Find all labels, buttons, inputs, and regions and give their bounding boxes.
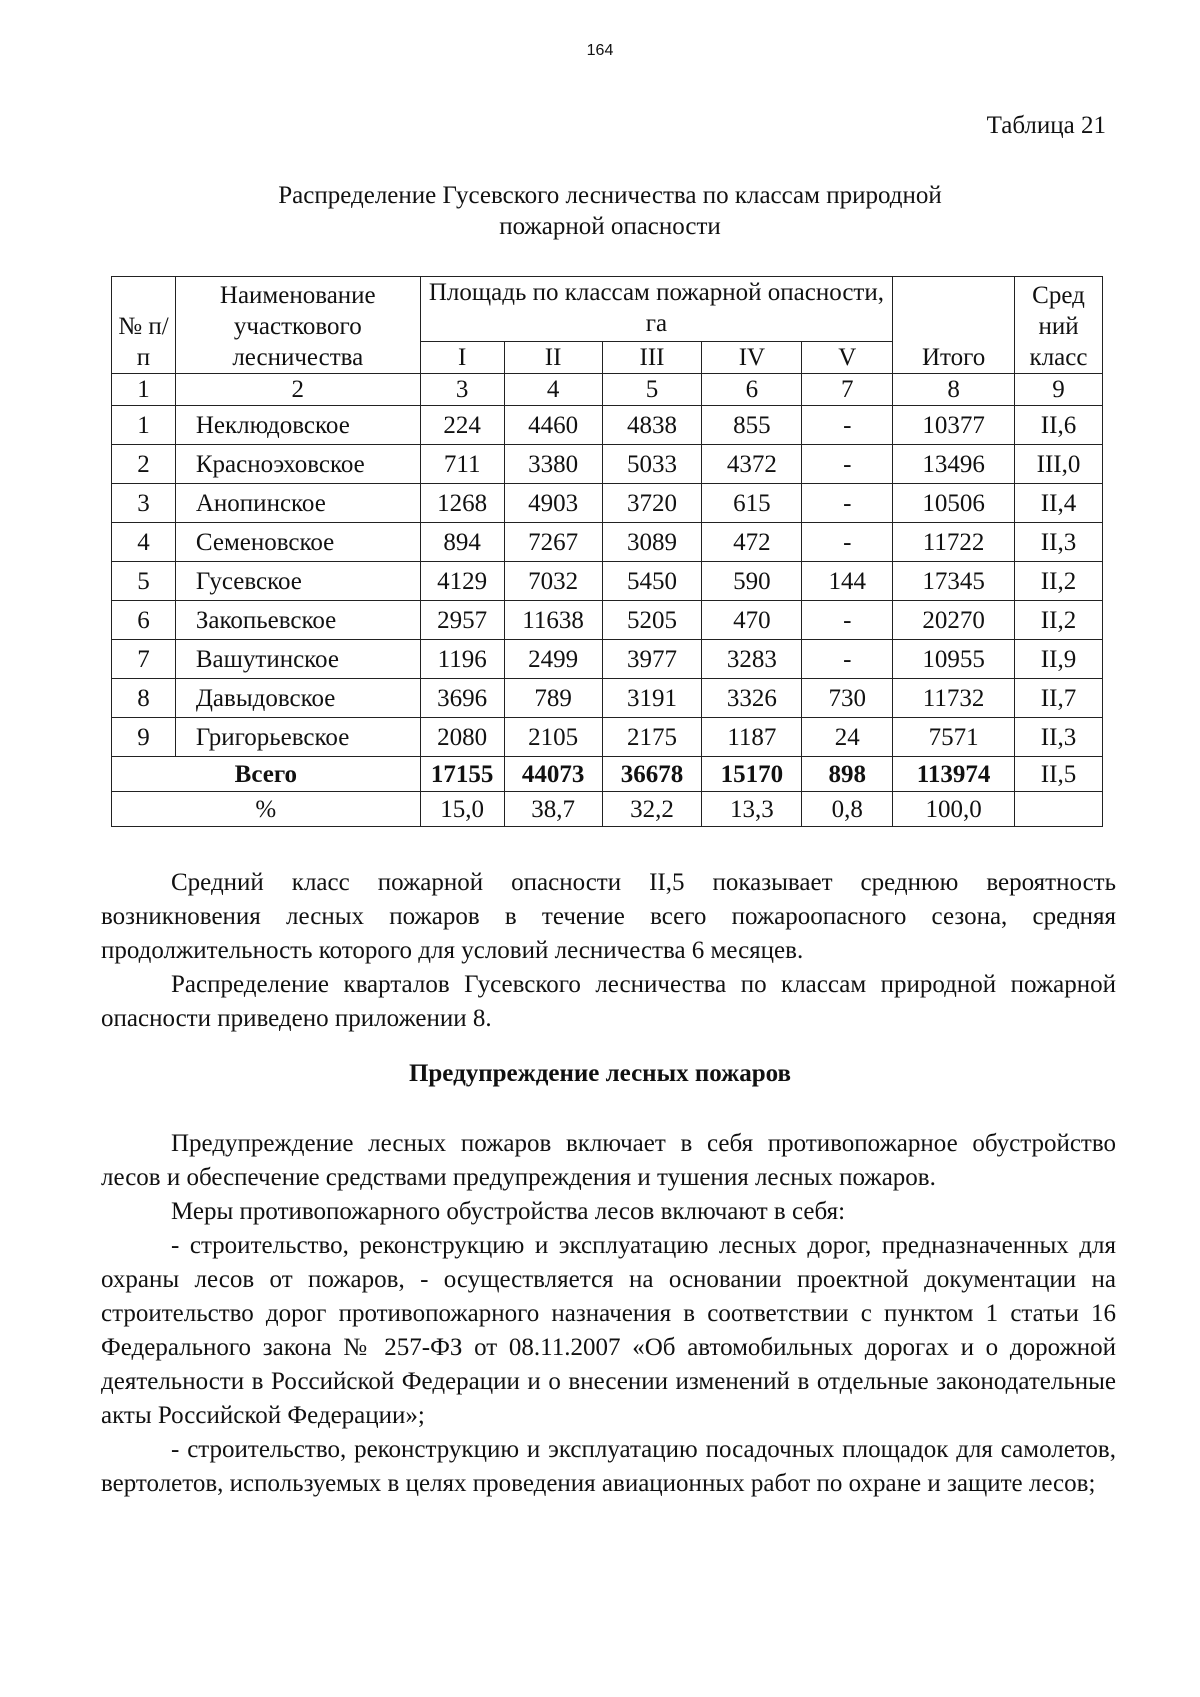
cell-num: 8 (112, 679, 176, 718)
table-row (112, 523, 1103, 562)
header-name: Наименование участкового лесничества (175, 277, 420, 374)
table-row (112, 679, 1103, 718)
table-row (112, 718, 1103, 757)
cell-c1: 894 (420, 523, 504, 562)
header-class-1: I (420, 342, 504, 374)
cell-c4: 472 (702, 523, 802, 562)
total-avg: II,5 (1015, 757, 1103, 792)
cell-name: Анопинское (175, 484, 420, 523)
cell-c5: 24 (802, 718, 893, 757)
total-c4: 15170 (702, 757, 802, 792)
total-c1: 17155 (420, 757, 504, 792)
header-class-2: II (504, 342, 602, 374)
cell-c2: 789 (504, 679, 602, 718)
cell-c4: 3283 (702, 640, 802, 679)
table-row (112, 640, 1103, 679)
cell-c4: 3326 (702, 679, 802, 718)
paragraph-distribution: Распределение кварталов Гусевского лесничества по классам природной пожарной опасности приведено приложении 8. (101, 971, 1116, 1032)
cell-c2: 3380 (504, 445, 602, 484)
cell-c1: 3696 (420, 679, 504, 718)
cell-c5: - (802, 601, 893, 640)
cell-c3: 3977 (602, 640, 702, 679)
col-number: 2 (175, 374, 420, 406)
percent-c2: 38,7 (504, 792, 602, 827)
total-label: Всего (112, 757, 421, 792)
cell-num: 1 (112, 406, 176, 445)
cell-c1: 2080 (420, 718, 504, 757)
paragraph-avg-class: Средний класс пожарной опасности II,5 показывает среднюю вероятность возникновения лесных пожаров в течение всего пожароопасного сезона, средняя продолжительность которого для условий лесничества 6 месяцев. (101, 869, 1116, 964)
percent-avg (1015, 792, 1103, 827)
cell-avg: II,9 (1015, 640, 1103, 679)
cell-total: 10955 (893, 640, 1015, 679)
cell-num: 9 (112, 718, 176, 757)
cell-total: 13496 (893, 445, 1015, 484)
cell-c1: 1268 (420, 484, 504, 523)
col-number: 3 (420, 374, 504, 406)
cell-num: 3 (112, 484, 176, 523)
col-number: 5 (602, 374, 702, 406)
cell-c3: 4838 (602, 406, 702, 445)
cell-c3: 5450 (602, 562, 702, 601)
cell-c4: 4372 (702, 445, 802, 484)
cell-c4: 590 (702, 562, 802, 601)
cell-avg: II,7 (1015, 679, 1103, 718)
header-area: Площадь по классам пожарной опасности, га (420, 277, 892, 342)
cell-c5: - (802, 640, 893, 679)
percent-c3: 32,2 (602, 792, 702, 827)
header-class-3: III (602, 342, 702, 374)
cell-c4: 1187 (702, 718, 802, 757)
col-number: 6 (702, 374, 802, 406)
column-numbers-row (112, 374, 1103, 406)
table-row (112, 445, 1103, 484)
cell-c1: 1196 (420, 640, 504, 679)
percent-label: % (112, 792, 421, 827)
cell-avg: II,3 (1015, 523, 1103, 562)
cell-num: 2 (112, 445, 176, 484)
table-row (112, 601, 1103, 640)
header-num: № п/п (112, 277, 176, 374)
cell-c2: 4460 (504, 406, 602, 445)
col-number: 7 (802, 374, 893, 406)
cell-total: 7571 (893, 718, 1015, 757)
cell-num: 4 (112, 523, 176, 562)
cell-total: 17345 (893, 562, 1015, 601)
col-number: 4 (504, 374, 602, 406)
cell-total: 10506 (893, 484, 1015, 523)
cell-c2: 7267 (504, 523, 602, 562)
cell-avg: II,4 (1015, 484, 1103, 523)
cell-avg: II,6 (1015, 406, 1103, 445)
percent-c4: 13,3 (702, 792, 802, 827)
table-title-line2: пожарной опасности (499, 213, 721, 240)
header-class-4: IV (702, 342, 802, 374)
table-row (112, 406, 1103, 445)
col-number: 9 (1015, 374, 1103, 406)
cell-c2: 4903 (504, 484, 602, 523)
cell-name: Гусевское (175, 562, 420, 601)
cell-name: Красноэховское (175, 445, 420, 484)
cell-c5: - (802, 406, 893, 445)
cell-c2: 11638 (504, 601, 602, 640)
paragraph-roads: - строительство, реконструкцию и эксплуатацию лесных дорог, предназначенных для охраны лесов от пожаров, - осуществляется на основании проектной документации на строительство дорог противопожарного назначения в соответствии с пунктом 1 статьи 16 Федерального закона № 257-ФЗ от 08.11.2007 «Об автомобильных дорогах и о дорожной деятельности в Российской Федерации и о внесении изменений в отдельные законодательные акты Российской Федерации»; (101, 1232, 1116, 1429)
cell-avg: III,0 (1015, 445, 1103, 484)
percent-row (112, 792, 1103, 827)
cell-c2: 7032 (504, 562, 602, 601)
percent-total: 100,0 (893, 792, 1015, 827)
cell-num: 7 (112, 640, 176, 679)
total-sum: 113974 (893, 757, 1015, 792)
table-label: Таблица 21 (986, 112, 1106, 139)
cell-name: Закопьевское (175, 601, 420, 640)
cell-c1: 711 (420, 445, 504, 484)
paragraph-prevention: Предупреждение лесных пожаров включает в себя противопожарное обустройство лесов и обеспечение средствами предупреждения и тушения лесных пожаров. (101, 1130, 1116, 1191)
cell-name: Вашутинское (175, 640, 420, 679)
cell-c5: - (802, 523, 893, 562)
total-row (112, 757, 1103, 792)
cell-c1: 4129 (420, 562, 504, 601)
page-number: 164 (586, 42, 614, 59)
cell-name: Давыдовское (175, 679, 420, 718)
paragraphs-1 (101, 866, 1116, 1036)
cell-name: Неклюдовское (175, 406, 420, 445)
cell-num: 5 (112, 562, 176, 601)
cell-c5: - (802, 445, 893, 484)
total-c3: 36678 (602, 757, 702, 792)
cell-total: 10377 (893, 406, 1015, 445)
table-row (112, 562, 1103, 601)
table-title (150, 180, 1070, 242)
cell-c3: 3720 (602, 484, 702, 523)
col-number: 1 (112, 374, 176, 406)
total-c5: 898 (802, 757, 893, 792)
cell-c5: 144 (802, 562, 893, 601)
header-class-5: V (802, 342, 893, 374)
fire-danger-table (111, 276, 1103, 827)
total-c2: 44073 (504, 757, 602, 792)
cell-c4: 855 (702, 406, 802, 445)
section-heading: Предупреждение лесных пожаров (408, 1060, 792, 1087)
cell-num: 6 (112, 601, 176, 640)
cell-c2: 2499 (504, 640, 602, 679)
paragraph-landing-sites: - строительство, реконструкцию и эксплуатацию посадочных площадок для самолетов, вертолетов, используемых в целях проведения авиационных работ по охране и защите лесов; (101, 1436, 1116, 1497)
cell-total: 11722 (893, 523, 1015, 562)
cell-c5: - (802, 484, 893, 523)
cell-name: Семеновское (175, 523, 420, 562)
cell-total: 11732 (893, 679, 1015, 718)
table-title-line1: Распределение Гусевского лесничества по классам природной (278, 182, 942, 209)
cell-c3: 3191 (602, 679, 702, 718)
cell-c3: 2175 (602, 718, 702, 757)
percent-c5: 0,8 (802, 792, 893, 827)
cell-c3: 5033 (602, 445, 702, 484)
cell-name: Григорьевское (175, 718, 420, 757)
cell-c1: 224 (420, 406, 504, 445)
table-row (112, 484, 1103, 523)
header-row-1 (112, 277, 1103, 342)
col-number: 8 (893, 374, 1015, 406)
cell-c2: 2105 (504, 718, 602, 757)
cell-c4: 470 (702, 601, 802, 640)
header-total: Итого (893, 277, 1015, 374)
cell-c5: 730 (802, 679, 893, 718)
cell-avg: II,2 (1015, 601, 1103, 640)
cell-c3: 3089 (602, 523, 702, 562)
cell-c1: 2957 (420, 601, 504, 640)
paragraphs-2 (101, 1127, 1116, 1501)
percent-c1: 15,0 (420, 792, 504, 827)
cell-c4: 615 (702, 484, 802, 523)
cell-total: 20270 (893, 601, 1015, 640)
cell-avg: II,3 (1015, 718, 1103, 757)
paragraph-measures: Меры противопожарного обустройства лесов включают в себя: (171, 1198, 846, 1225)
cell-c3: 5205 (602, 601, 702, 640)
cell-avg: II,2 (1015, 562, 1103, 601)
header-avg: Сред ний класс (1015, 277, 1103, 374)
